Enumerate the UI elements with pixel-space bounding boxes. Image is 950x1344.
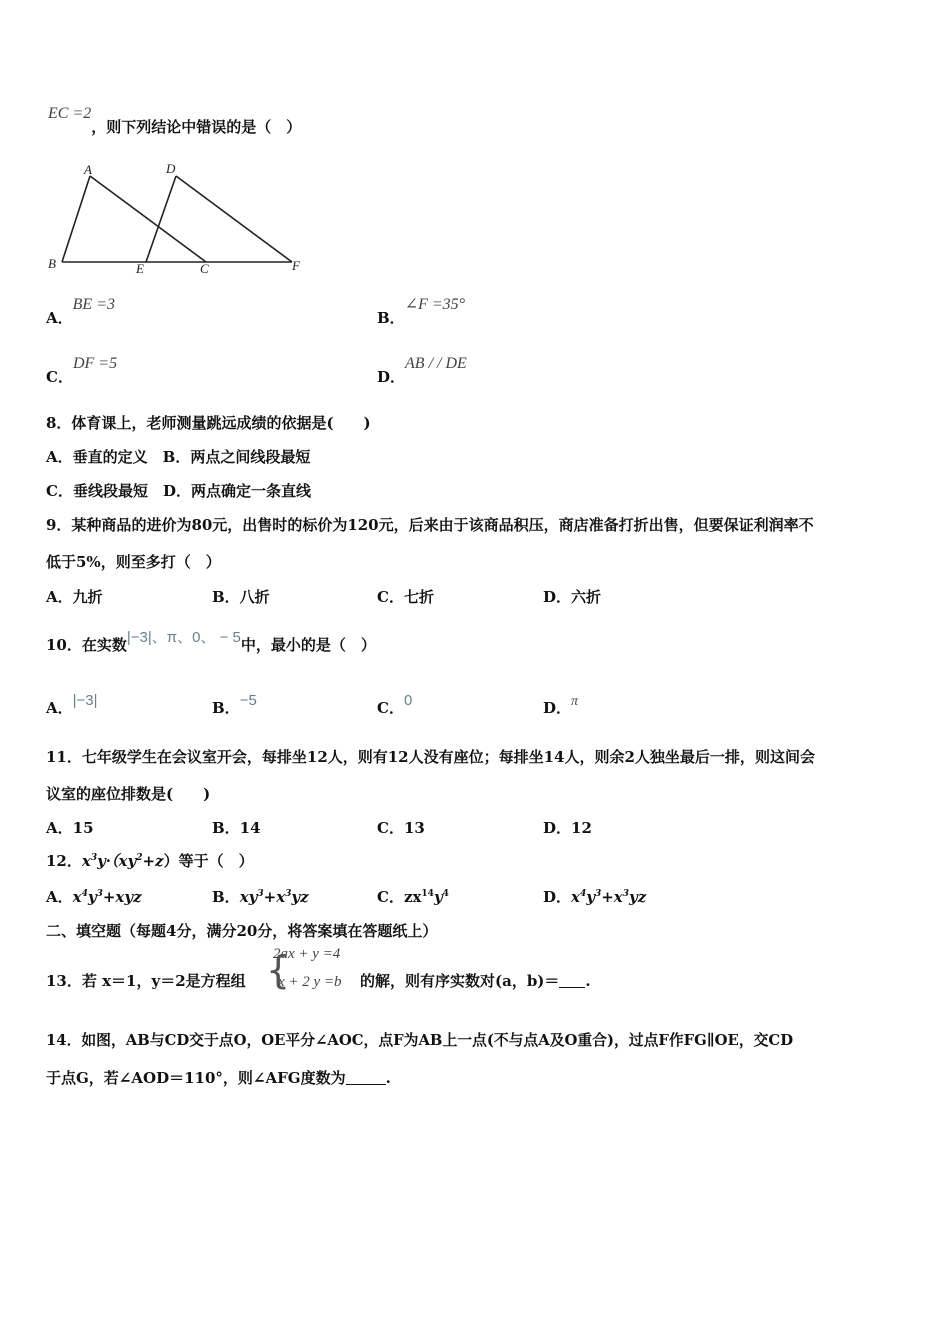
q10-option-a-text: |−3| bbox=[72, 692, 98, 709]
q11-stem-line1: 11．七年级学生在会议室开会，每排坐12人，则有12人没有座位；每排坐14人，则余2人独坐最后一排，则这间会 bbox=[46, 748, 815, 766]
fig-label-f: F bbox=[292, 258, 300, 273]
q8-options-line2: C．垂线段最短 D．两点确定一条直线 bbox=[46, 482, 311, 500]
fig-label-b: B bbox=[48, 256, 56, 271]
q12-option-a-text: $x^4y^3+xyz$ bbox=[72, 888, 142, 906]
q7-stem: ，则下列结论中错误的是（ ） bbox=[91, 118, 302, 136]
q7-option-a bbox=[46, 293, 115, 327]
q7-option-d-letter: D． bbox=[377, 368, 406, 386]
q9-option-b: B．八折 bbox=[212, 588, 270, 606]
fig-label-d: D bbox=[166, 161, 176, 176]
q14-stem-line2-wrap bbox=[46, 1067, 391, 1088]
fig-label-a: A bbox=[84, 162, 92, 177]
q12-option-d bbox=[543, 886, 646, 907]
q10-option-a bbox=[46, 689, 98, 717]
q10-option-c-letter: C． bbox=[377, 699, 404, 717]
q12-option-b bbox=[212, 886, 309, 907]
q10-suffix: 中，最小的是（ ） bbox=[240, 636, 376, 654]
q7-condition: EC =2 bbox=[48, 105, 92, 122]
section-2-title: 二、填空题（每题4分，满分20分，将答案填在答题纸上） bbox=[46, 922, 438, 940]
fig-label-e: E bbox=[136, 261, 144, 276]
q7-option-b-letter: B． bbox=[377, 309, 405, 327]
q9-option-d: D．六折 bbox=[543, 588, 602, 606]
q11-option-b: B．14 bbox=[212, 819, 261, 837]
q13-suffix-text: 的解，则有序实数对(a，b)＝ bbox=[360, 972, 560, 990]
q10-option-d bbox=[543, 689, 579, 717]
q11-stem-line2: 议室的座位排数是( ) bbox=[46, 785, 211, 803]
q12-option-b-text: $xy^3+x^3yz$ bbox=[239, 888, 309, 906]
q13-equation-system bbox=[266, 946, 358, 996]
q10-stem bbox=[46, 626, 376, 654]
q9-option-a: A．九折 bbox=[46, 588, 103, 606]
q13-equation-1: 2ax + y =4 bbox=[273, 946, 341, 962]
q7-option-c-letter: C． bbox=[46, 368, 73, 386]
q13-suffix bbox=[360, 970, 591, 991]
q10-option-b-text: −5 bbox=[239, 692, 257, 709]
q9-option-c: C．七折 bbox=[377, 588, 434, 606]
q14-period: . bbox=[385, 1069, 391, 1087]
q7-figure bbox=[46, 158, 308, 276]
q13-answer-blank[interactable] bbox=[559, 973, 585, 988]
q13-period: . bbox=[585, 972, 591, 990]
q12-option-c bbox=[377, 886, 449, 907]
q13-equation-2: x + 2 y =b bbox=[278, 974, 342, 990]
q7-option-a-text: BE =3 bbox=[72, 296, 115, 313]
q10-option-b bbox=[212, 689, 257, 717]
q12-number: 12． bbox=[46, 852, 82, 870]
q12-option-c-text: $zx^{14}y^4$ bbox=[403, 888, 449, 906]
q12-stem bbox=[46, 850, 254, 871]
q12-option-a-letter: A． bbox=[46, 888, 73, 906]
q10-option-c-text: 0 bbox=[403, 692, 413, 709]
q7-stem-line bbox=[48, 102, 302, 136]
q7-option-d bbox=[377, 352, 467, 386]
q12-option-d-letter: D． bbox=[543, 888, 572, 906]
q9-stem-line1: 9．某种商品的进价为80元，出售时的标价为120元，后来由于该商品积压，商店准备打折出售，但要保证利润率不 bbox=[46, 516, 814, 534]
q13-brace: { bbox=[266, 948, 291, 992]
q8-options-line1: A．垂直的定义 B．两点之间线段最短 bbox=[46, 448, 311, 466]
q12-option-d-text: $x^4y^3+x^3yz$ bbox=[571, 888, 647, 906]
q10-option-c bbox=[377, 689, 413, 717]
q7-option-d-text: AB / / DE bbox=[405, 355, 467, 372]
q14-stem-line2: 于点G，若∠AOD＝110°，则∠AFG度数为 bbox=[46, 1069, 346, 1087]
q9-stem-line2: 低于5%，则至多打（ ） bbox=[46, 553, 221, 571]
q14-stem-line1: 14．如图，AB与CD交于点O，OE平分∠AOC，点F为AB上一点(不与点A及O重合)，过点F作FG∥OE，交CD bbox=[46, 1032, 794, 1049]
q11-option-d: D．12 bbox=[543, 819, 592, 837]
q11-option-c: C．13 bbox=[377, 819, 425, 837]
q13-prefix: 13．若 x＝1，y＝2是方程组 bbox=[46, 972, 246, 990]
q10-prefix: 10．在实数 bbox=[46, 636, 127, 654]
q14-answer-blank[interactable] bbox=[346, 1070, 386, 1085]
q11-option-a: A．15 bbox=[46, 819, 94, 837]
q12-option-a bbox=[46, 886, 142, 907]
q12-suffix: ）等于（ ） bbox=[163, 852, 254, 870]
q8-stem: 8．体育课上，老师测量跳远成绩的依据是( ) bbox=[46, 414, 371, 432]
q7-option-c-text: DF =5 bbox=[72, 355, 118, 372]
q12-option-c-letter: C． bbox=[377, 888, 404, 906]
q10-option-d-letter: D． bbox=[543, 699, 572, 717]
q7-option-a-letter: A． bbox=[46, 309, 73, 327]
q7-option-c bbox=[46, 352, 118, 386]
q10-option-b-letter: B． bbox=[212, 699, 240, 717]
q7-option-b bbox=[377, 293, 466, 327]
q10-option-a-letter: A． bbox=[46, 699, 73, 717]
fig-label-c: C bbox=[200, 261, 209, 276]
q12-option-b-letter: B． bbox=[212, 888, 240, 906]
q10-option-d-text: π bbox=[571, 694, 579, 709]
q7-option-b-text: ∠F =35° bbox=[404, 296, 466, 313]
q10-number-list: |−3|、π、0、 − 5 bbox=[126, 629, 241, 646]
q12-expression: $x^3y\cdot(xy^2+z$ bbox=[81, 852, 164, 870]
